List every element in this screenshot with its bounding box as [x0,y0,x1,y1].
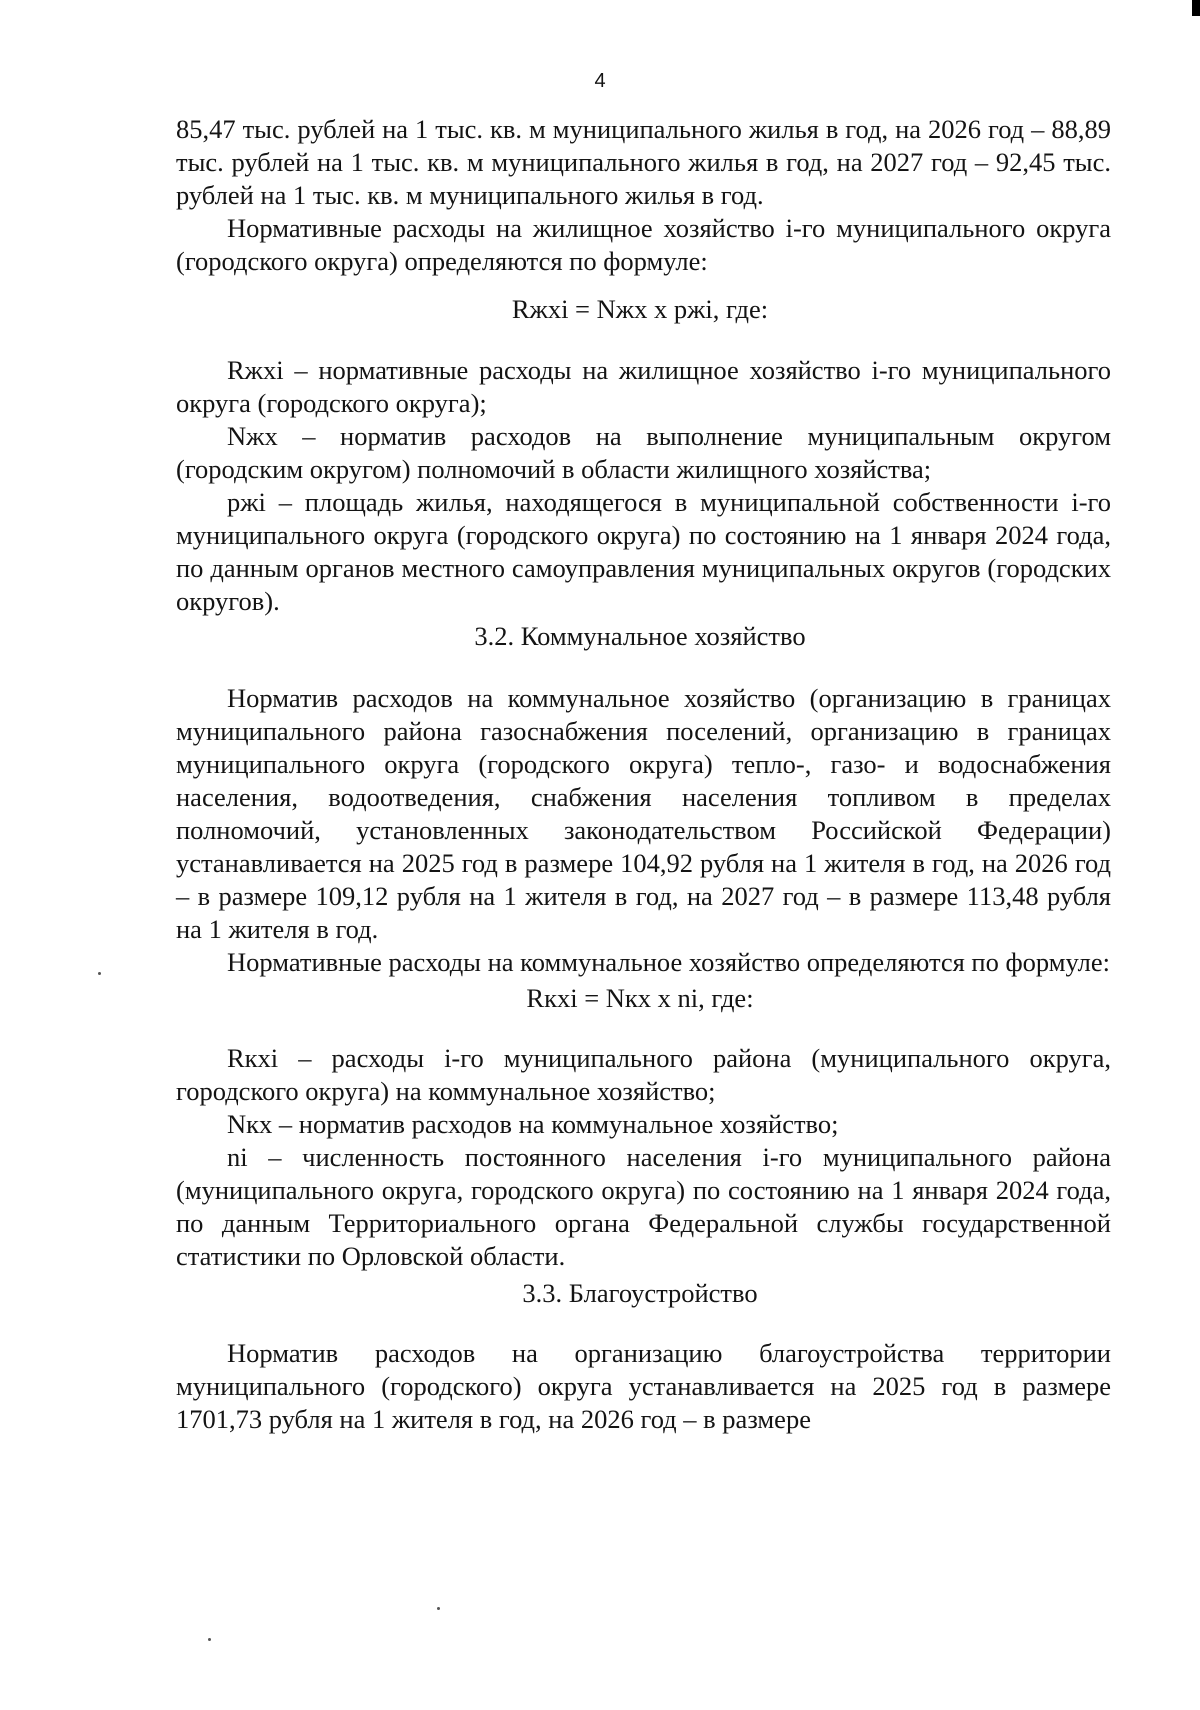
section-heading-3-3: 3.3. Благоустройство [522,1278,758,1308]
paragraph-communal-norm: Норматив расходов на коммунальное хозяйство (организацию в границах муниципального района газоснабжения поселений, организацию в границах муниципального округа (городского округа) тепло-, газо- и водоснабжения населения, водоотведения, снабжения населения топливом в пределах полномочий, установленных законодательством Российской Федерации) устанавливается на 2025 год в размере 104,92 рубля на 1 жителя в год, на 2026 год – в размере 109,12 рубля на 1 жителя в год, на 2027 год – в размере 113,48 рубля на 1 жителя в год. [176,683,1111,944]
page-number: 4 [594,70,606,92]
formula-communal: Rкхi = Nкх х ni, где: [526,983,754,1013]
paragraph-housing-norm-values: 85,47 тыс. рублей на 1 тыс. кв. м муниципального жилья в год, на 2026 год – 88,89 тыс. рублей на 1 тыс. кв. м муниципального жилья в год, на 2027 год – 92,45 тыс. рублей на 1 тыс. кв. м муниципального жилья в год. [176,114,1111,210]
definition-nzhx: Nжх – норматив расходов на выполнение муниципальным округом (городским округом) полномочий в области жилищного хозяйства; [176,421,1111,484]
paragraph-housing-expenses-intro: Нормативные расходы на жилищное хозяйство i-го муниципального округа (городского округа) определяются по формуле: [176,213,1111,276]
paragraph-communal-expenses-intro: Нормативные расходы на коммунальное хозяйство определяются по формуле: [227,947,1110,977]
definition-nkx: Nкх – норматив расходов на коммунальное хозяйство; [227,1109,839,1139]
paragraph-group-communal-definitions [176,1042,1111,1273]
formula-housing: Rжхi = Nжх х pжi, где: [511,294,769,324]
definition-rkxi: Rкхi – расходы i-го муниципального района (муниципального округа, городского округа) на коммунальное хозяйство; [176,1043,1111,1106]
scan-speck [98,972,101,975]
definition-ni: ni – численность постоянного населения i-го муниципального района (муниципального округа, городского округа) по состоянию на 1 января 2024 года, по данным Территориального органа Федеральной службы государственной статистики по Орловской области. [176,1142,1111,1271]
scan-speck [208,1638,211,1641]
paragraph-group-landscaping [176,1337,1111,1436]
section-heading-3-2: 3.2. Коммунальное хозяйство [474,621,806,651]
paragraph-landscaping-norm: Норматив расходов на организацию благоустройства территории муниципального (городского) округа устанавливается на 2025 год в размере 1701,73 рубля на 1 жителя в год, на 2026 год – в размере [176,1338,1111,1434]
definition-rzhxi: Rжхi – нормативные расходы на жилищное хозяйство i-го муниципального округа (городского округа); [176,355,1111,418]
paragraph-group-housing-definitions [176,354,1111,618]
scan-edge-mark [1192,0,1200,16]
paragraph-group-housing-norm [176,113,1111,278]
scan-speck [437,1607,440,1610]
definition-pzhi: pжi – площадь жилья, находящегося в муниципальной собственности i-го муниципального округа (городского округа) по состоянию на 1 января 2024 года, по данным органов местного самоуправления муниципальных округов (городских округов). [176,487,1111,616]
paragraph-group-communal-norm [176,682,1111,979]
